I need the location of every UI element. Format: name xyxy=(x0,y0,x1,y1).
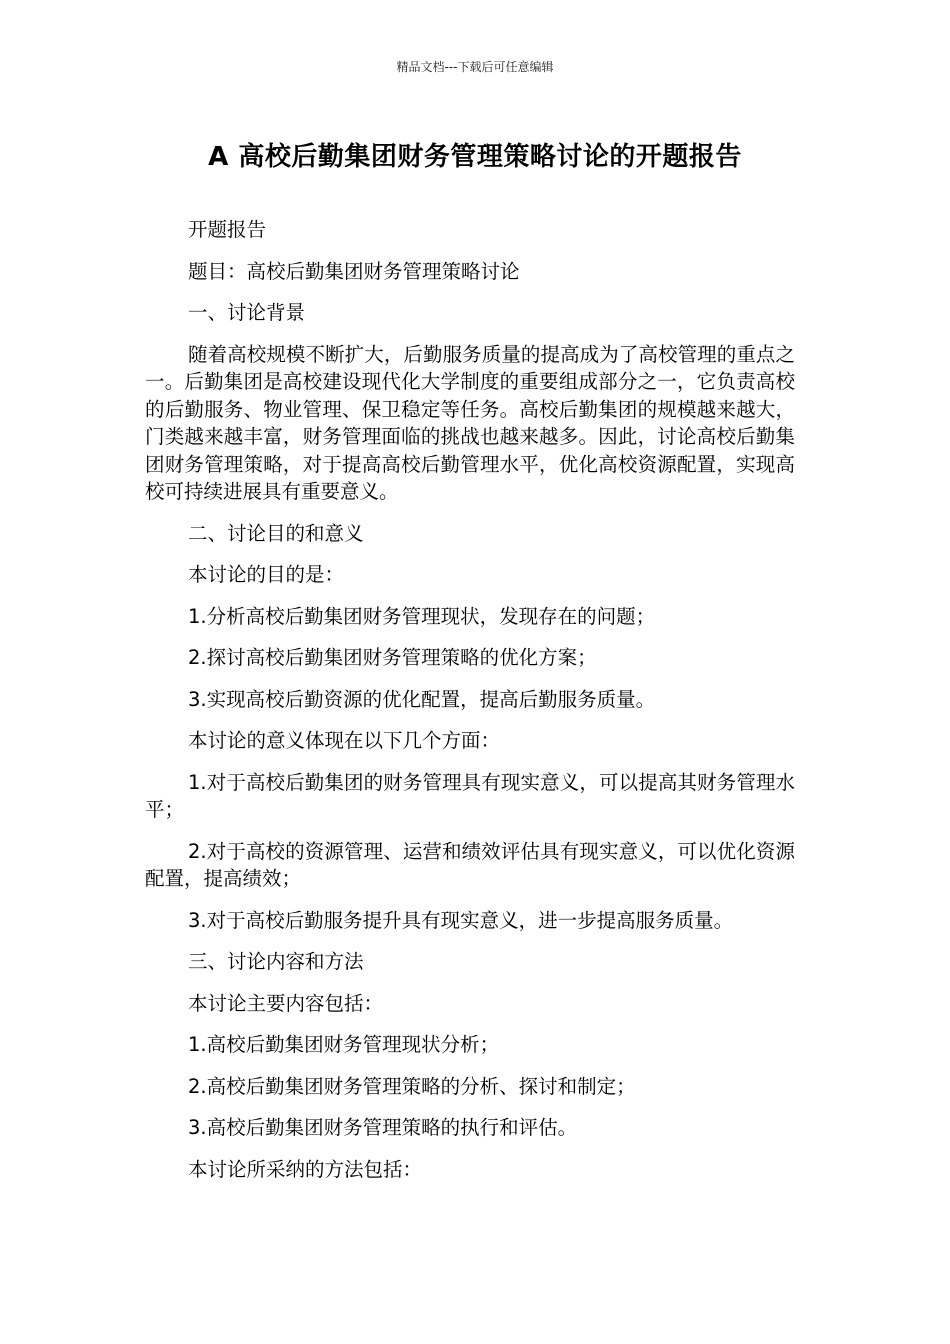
list-item-purpose-3: 3.实现高校后勤资源的优化配置，提高后勤服务质量。 xyxy=(188,687,656,711)
paragraph-topic: 题目：高校后勤集团财务管理策略讨论 xyxy=(188,259,520,283)
list-item-content-2: 2.高校后勤集团财务管理策略的分析、探讨和制定； xyxy=(188,1074,636,1098)
section-heading-content-method: 三、讨论内容和方法 xyxy=(188,950,364,973)
list-item-content-3: 3.高校后勤集团财务管理策略的执行和评估。 xyxy=(188,1116,578,1139)
paragraph-method-intro: 本讨论所采纳的方法包括： xyxy=(188,1157,423,1181)
paragraph-report-label: 开题报告 xyxy=(188,218,267,241)
list-item-purpose-1: 1.分析高校后勤集团财务管理现状，发现存在的问题； xyxy=(188,604,656,628)
document-title: A 高校后勤集团财务管理策略讨论的开题报告 xyxy=(208,142,742,172)
header-note: 精品文档---下载后可任意编辑 xyxy=(396,60,554,74)
paragraph-background: 随着高校规模不断扩大，后勤服务质量的提高成为了高校管理的重点之一。后勤集团是高校建设现代化大学制度的重要组成部分之一，它负责高校的后勤服务、物业管理、保卫稳定等任务。高校后勤集团的规模越来越大，门类越来越丰富，财务管理面临的挑战也越来越多。因此，讨论高校后勤集团财务管理策略，对于提高高校后勤管理水平，优化高校资源配置，实现高校可持续进展具有重要意义。 xyxy=(145,342,795,503)
list-item-significance-3: 3.对于高校后勤服务提升具有现实意义，进一步提高服务质量。 xyxy=(188,908,734,932)
paragraph-content-intro: 本讨论主要内容包括： xyxy=(188,991,384,1015)
list-item-content-1: 1.高校后勤集团财务管理现状分析； xyxy=(188,1033,500,1056)
paragraph-significance-intro: 本讨论的意义体现在以下几个方面： xyxy=(188,729,501,752)
list-item-significance-1: 1.对于高校后勤集团的财务管理具有现实意义，可以提高其财务管理水平； xyxy=(145,770,795,821)
list-item-significance-2: 2.对于高校的资源管理、运营和绩效评估具有现实意义，可以优化资源配置，提高绩效； xyxy=(145,839,795,890)
section-heading-background: 一、讨论背景 xyxy=(188,301,306,324)
paragraph-purpose-intro: 本讨论的目的是： xyxy=(188,563,345,586)
document-body xyxy=(145,216,795,1197)
section-heading-purpose: 二、讨论目的和意义 xyxy=(188,521,364,545)
list-item-purpose-2: 2.探讨高校后勤集团财务管理策略的优化方案； xyxy=(188,646,597,669)
